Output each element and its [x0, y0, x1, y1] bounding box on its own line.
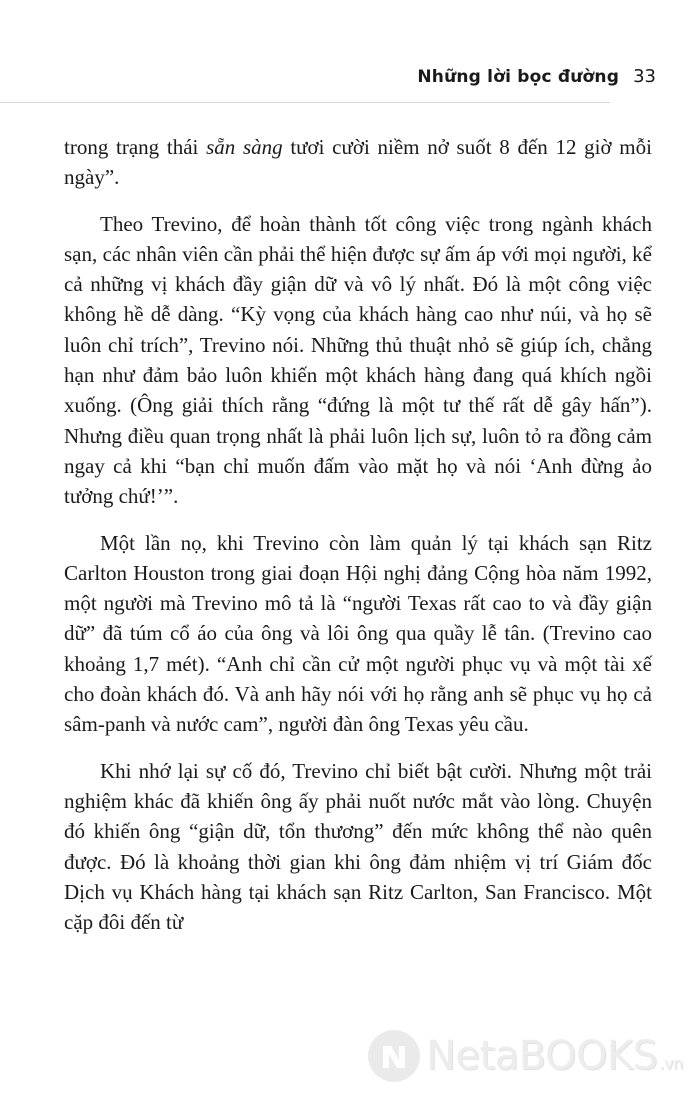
- header-divider: [0, 102, 610, 103]
- watermark-brand: NetaBOOKS: [426, 1033, 658, 1079]
- running-header: [417, 66, 656, 87]
- paragraph-2: Theo Trevino, để hoàn thành tốt công việc trong ngành khách sạn, các nhân viên cần phải thể hiện được sự ấm áp với mọi người, kể cả những vị khách đầy giận dữ và vô lý nhất. Đó là một công việc không hề dễ dàng. “Kỳ vọng của khách hàng cao như núi, và họ sẽ luôn chỉ trích”, Trevino nói. Những thủ thuật nhỏ sẽ giúp ích, chẳng hạn như đảm bảo luôn khiến một khách hàng đang quá khích ngồi xuống. (Ông giải thích rằng “đứng là một tư thế rất dễ gây hấn”). Nhưng điều quan trọng nhất là phải luôn lịch sự, luôn tỏ ra đồng cảm ngay cả khi “bạn chỉ muốn đấm vào mặt họ và nói ‘Anh đừng ảo tưởng chứ!’”.: [64, 211, 652, 509]
- watermark-suffix: .vn: [659, 1054, 683, 1073]
- watermark-text: [426, 1033, 683, 1079]
- paragraph-1: [64, 132, 652, 193]
- body-text: [64, 132, 652, 953]
- page-number: 33: [633, 66, 656, 87]
- paragraph-4: Khi nhớ lại sự cố đó, Trevino chỉ biết bật cười. Nhưng một trải nghiệm khác đã khiến ông ấy phải nuốt nước mắt vào lòng. Chuyện đó khiến ông “giận dữ, tổn thương” đến mức không thể nào quên được. Đó là khoảng thời gian khi ông đảm nhiệm vị trí Giám đốc Dịch vụ Khách hàng tại khách sạn Ritz Carlton, San Francisco. Một cặp đôi đến từ: [64, 758, 652, 935]
- chapter-title: Những lời bọc đường: [417, 66, 620, 87]
- watermark: [368, 1030, 683, 1082]
- paragraph-3: Một lần nọ, khi Trevino còn làm quản lý tại khách sạn Ritz Carlton Houston trong giai đoạn Hội nghị đảng Cộng hòa năm 1992, một người mà Trevino mô tả là “người Texas rất cao to và đầy giận dữ” đã túm cổ áo của ông và lôi ông qua quầy lễ tân. (Trevino cao khoảng 1,7 mét). “Anh chỉ cần cử một người phục vụ và một tài xế cho đoàn khách đó. Và anh hãy nói với họ rằng anh sẽ phục vụ họ cả sâm-panh và nước cam”, người đàn ông Texas yêu cầu.: [64, 530, 652, 737]
- paragraph-1-emphasis: sẵn sàng: [206, 135, 283, 159]
- netabooks-logo-icon: [368, 1030, 420, 1082]
- paragraph-1-start: trong trạng thái: [64, 135, 207, 159]
- paragraph-1-end: tươi cười niềm nở suốt 8 đến 12 giờ mỗi ngày”.: [64, 135, 652, 190]
